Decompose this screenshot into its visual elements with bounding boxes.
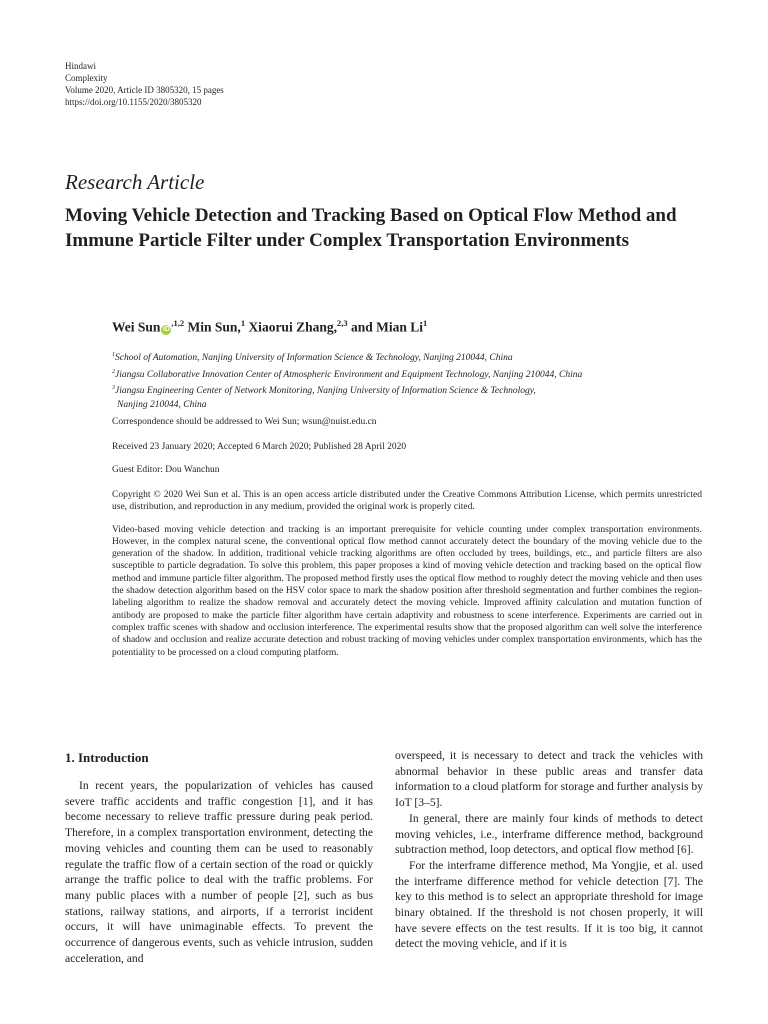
- correspondence: Correspondence should be addressed to Wei Sun; wsun@nuist.edu.cn: [112, 417, 377, 427]
- paper-title: Moving Vehicle Detection and Tracking Based on Optical Flow Method and Immune Particle Filter under Complex Transportation Environments: [65, 205, 677, 251]
- author-name: Wei Sun: [112, 319, 161, 335]
- author-name: Mian Li: [376, 319, 424, 335]
- author-affil-sup: 2,3: [336, 318, 348, 328]
- author-list: Wei Sun $iD^{,1,2}$ Min Sun,$^1$ Xiaorui Zhang,$^{2,3}$ and Mian Li$^1$: [112, 318, 428, 335]
- affiliation: $^1$School of Automation, Nanjing University of Information Science & Technology, Nanjing 210044, China: [112, 352, 513, 364]
- affiliation: $^3$Jiangsu Engineering Center of Network Monitoring, Nanjing University of Information Science & Technology,: [112, 385, 536, 397]
- author-affil-sup: ,1,2: [171, 318, 185, 328]
- publisher-name: Hindawi: [65, 61, 96, 71]
- guest-editor: Guest Editor: Dou Wanchun: [112, 465, 220, 475]
- copyright-notice: Copyright © 2020 Wei Sun et al. This is an open access article distributed under the Creative Commons Attribution License, which permits unrestricted use, distribution, and reproduction in any medium, provided the original work is properly cited.: [112, 490, 702, 513]
- article-type: Research Article: [65, 170, 205, 194]
- section-heading: 1. Introduction: [65, 750, 149, 765]
- abstract-block: [112, 489, 702, 669]
- publication-dates: Received 23 January 2020; Accepted 6 March 2020; Published 28 April 2020: [112, 442, 407, 452]
- affiliations: [112, 349, 712, 412]
- paragraph: overspeed, it is necessary to detect and track the vehicles with abnormal behavior in these public areas and transfer data information to a cloud platform for storage and further analysis by IoT [3–5].: [395, 749, 703, 810]
- body-column-right: [395, 748, 703, 952]
- author-name: Min Sun,: [187, 319, 241, 335]
- affiliation: $^2$Jiangsu Collaborative Innovation Center of Atmospheric Environment and Equipment Technology, Nanjing 210044, China: [112, 368, 583, 380]
- paragraph: For the interframe difference method, Ma Yongjie, et al. used the interframe difference method for vehicle detection [7]. The key to this method is to select an appropriate threshold for image binary obtained. If the threshold is not chosen properly, it will have severe effects on the test results. If it is too big, it cannot detect the moving vehicle, and if it is: [395, 858, 703, 951]
- doi-link[interactable]: https://doi.org/10.1155/2020/3805320: [65, 97, 202, 107]
- orcid-icon[interactable]: iD: [162, 325, 170, 333]
- volume-info: Volume 2020, Article ID 3805320, 15 pages: [65, 85, 224, 95]
- paragraph: In recent years, the popularization of vehicles has caused severe traffic accidents and traffic congestion [1], and it has become necessary to relieve traffic pressure during peak period. Therefore, in a complex transportation environment, detecting the moving vehicles and counting them can be used to reasonably regulate the traffic flow of a certain section of the road or quickly arrange the traffic police to deal with the traffic problems. For many public places with a number of people [2], such as bus stations, railway stations, and airports, if a terrorist incident occurs, it will have unimaginable effects. To prevent the occurrence of dangerous events, such as vehicle intrusion, sudden acceleration, and: [65, 779, 373, 965]
- author-name: Xiaorui Zhang,: [248, 319, 337, 335]
- journal-name: Complexity: [65, 73, 108, 83]
- journal-header: [65, 60, 224, 108]
- author-affil-sup: 1: [423, 318, 428, 328]
- affiliation-continuation: Nanjing 210044, China: [117, 399, 207, 410]
- author-affil-sup: 1: [240, 318, 246, 328]
- body-column-left: [65, 778, 373, 966]
- abstract-text: Video-based moving vehicle detection and tracking is an important prerequisite for vehicle counting under complex transportation environments. However, in the complex natural scene, the conventional optical flow method cannot accurately detect the boundary of the moving vehicle due to the generation of the shadow. In addition, traditional vehicle tracking algorithms are often occluded by trees, buildings, etc., and particle filters are also susceptible to particle degradation. To solve this problem, this paper proposes a kind of moving vehicle detection and tracking based on the optical flow method and immune particle filter algorithm. The proposed method firstly uses the optical flow method to roughly detect the moving vehicle and then uses the shadow detection algorithm based on the HSV color space to mark the shadow position after threshold segmentation and further combines the region-labeling algorithm to realize the shadow removal and accurately detect the moving vehicle. Improved affinity calculation and mutation function of antibody are proposed to make the particle filter algorithm have certain adaptivity and robustness to scene interference. Experiments are carried out in complex traffic scenes with shadow and occlusion interference. The experimental results show that the proposed algorithm can well solve the interference of shadow and occlusion and realize accurate detection and robust tracking of moving vehicles under complex transportation environments, which has the potentiality to be processed on a cloud computing platform.: [112, 524, 702, 658]
- paragraph: In general, there are mainly four kinds of methods to detect moving vehicles, i.e., interframe difference method, background subtraction method, loop detectors, and optical flow method [6].: [395, 811, 703, 857]
